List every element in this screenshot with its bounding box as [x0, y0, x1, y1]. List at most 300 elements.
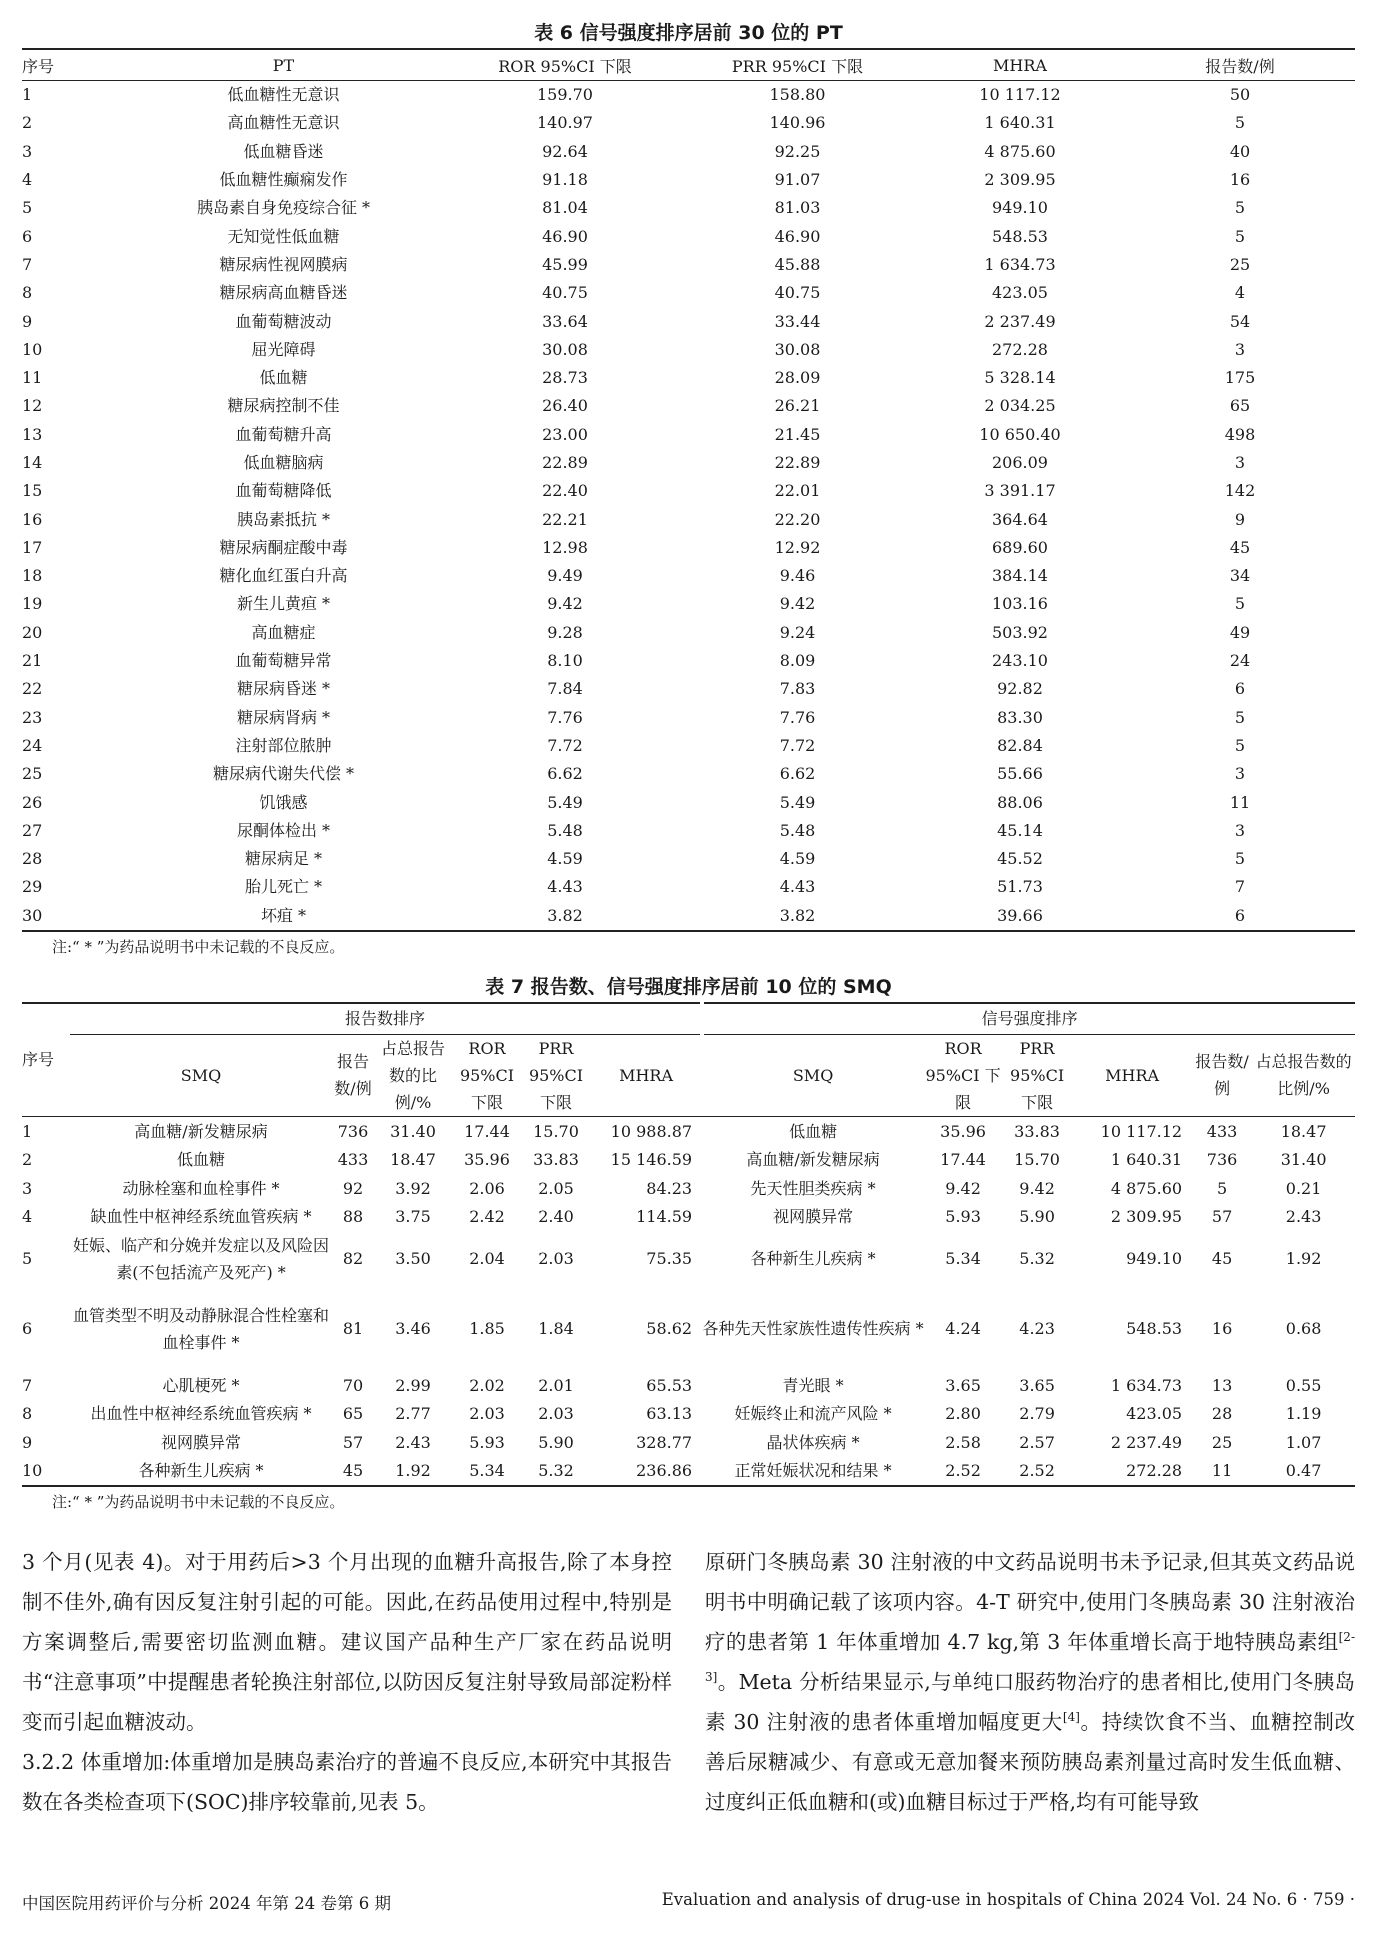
table6-cell-mhra: 3 391.17 [984, 481, 1056, 501]
table7-cell-n: 5 [22, 1249, 33, 1269]
table7-cell-rc: 13 [1211, 1375, 1233, 1395]
table7-col-ror-right: ROR 95%CI 下限 [924, 1034, 1002, 1116]
table7-cell-rr: 4.24 [945, 1319, 981, 1339]
table7-cell-rr: 5.34 [945, 1249, 981, 1269]
table6-cell-pt: 糖化血红蛋白升高 [219, 566, 348, 586]
table7-cell-rm: 423.05 [1126, 1404, 1183, 1424]
table7-cell-rc: 16 [1211, 1319, 1233, 1339]
table6-cell-seq: 3 [22, 141, 33, 161]
table7-cell-rp: 0.21 [1285, 1178, 1322, 1198]
table-row [22, 1371, 1355, 1400]
table6-cell-seq: 6 [22, 226, 33, 246]
table6-cell-seq: 18 [22, 566, 43, 586]
table6-cell-count: 34 [1229, 566, 1251, 586]
table6-cell-mhra: 88.06 [997, 792, 1043, 812]
table7-cell-lr: 2.03 [469, 1404, 505, 1424]
table7-cell-lp: 18.47 [390, 1150, 436, 1170]
table7-col-ror-left: ROR 95%CI 下限 [452, 1034, 522, 1116]
table7-cell-lr: 2.42 [469, 1207, 505, 1227]
table7-cell-rc: 5 [1216, 1178, 1228, 1198]
table6-cell-pt: 胎儿死亡 * [244, 877, 323, 897]
table7-cell-lr: 17.44 [464, 1121, 510, 1141]
table-row [22, 449, 1355, 477]
table7-cell-rq: 9.42 [1019, 1178, 1055, 1198]
table6-cell-prr: 158.80 [769, 85, 826, 105]
table6-cell-count: 5 [1234, 594, 1246, 614]
table6-cell-count: 40 [1229, 141, 1251, 161]
table7-cell-rc: 736 [1206, 1150, 1238, 1170]
table7-cell-lc: 45 [342, 1461, 364, 1481]
citation-2-3[interactable]: [2-3] [705, 1630, 1355, 1685]
table6-cell-ror: 81.04 [542, 198, 588, 218]
table6-cell-count: 11 [1229, 792, 1251, 812]
table7-cell-lc: 57 [342, 1432, 364, 1452]
table7-cell-lm: 114.59 [636, 1207, 693, 1227]
table6-cell-mhra: 2 034.25 [984, 396, 1056, 416]
table6-cell-ror: 9.42 [547, 594, 583, 614]
table7-cell-rs: 晶状体疾病 * [766, 1432, 860, 1452]
table6-cell-mhra: 949.10 [992, 198, 1048, 218]
table6-cell-mhra: 1 634.73 [984, 254, 1056, 274]
table-row [22, 336, 1355, 364]
footer-journal-en: Evaluation and analysis of drug-use in hospitals of China 2024 Vol. 24 No. 6 · 759 · [661, 1890, 1355, 1909]
table7-cell-rp: 0.68 [1285, 1319, 1322, 1339]
table6-cell-ror: 92.64 [542, 141, 588, 161]
table7-cell-rs: 正常妊娠状况和结果 * [734, 1461, 892, 1481]
table7-cell-rr: 3.65 [945, 1375, 981, 1395]
table6-cell-seq: 20 [22, 622, 43, 642]
table6-cell-seq: 7 [22, 254, 33, 274]
table6-cell-seq: 8 [22, 283, 33, 303]
table7-cell-rs: 各种先天性家族性遗传性疾病 * [702, 1319, 924, 1339]
table6-cell-prr: 9.24 [779, 622, 816, 642]
table7-col-pct-left: 占总报告数的比例/% [374, 1034, 452, 1116]
table7-cell-n: 9 [22, 1432, 33, 1452]
table6-cell-ror: 46.90 [542, 226, 588, 246]
table6-cell-seq: 15 [22, 481, 43, 501]
table7-cell-lq: 2.03 [538, 1404, 574, 1424]
table6-cell-pt: 糖尿病代谢失代偿 * [212, 764, 355, 784]
table7-cell-lm: 15 146.59 [610, 1150, 693, 1170]
table6-cell-prr: 92.25 [774, 141, 821, 161]
table6-cell-prr: 8.09 [779, 651, 816, 671]
table6-cell-pt: 低血糖脑病 [243, 453, 324, 472]
table-row [22, 1145, 1355, 1174]
table-row [22, 279, 1355, 307]
table7-cell-lq: 33.83 [533, 1150, 579, 1170]
footer-journal-cn: 中国医院用药评价与分析 2024 年第 24 卷第 6 期 [22, 1894, 391, 1913]
table7-cell-lr: 35.96 [464, 1150, 510, 1170]
table-row [22, 194, 1355, 222]
table7-cell-rs: 视网膜异常 [773, 1207, 854, 1227]
table7-cell-rq: 15.70 [1014, 1150, 1060, 1170]
table7-cell-lp: 2.43 [395, 1432, 431, 1452]
table6-cell-mhra: 5 328.14 [984, 368, 1056, 388]
table6-cell-count: 5 [1234, 113, 1246, 133]
table-row [22, 1428, 1355, 1457]
table-row [22, 1174, 1355, 1203]
table6-col-mhra: MHRA [915, 49, 1125, 81]
table6 [22, 48, 1355, 932]
table7-cell-lm: 75.35 [646, 1249, 693, 1269]
table6-cell-seq: 14 [22, 453, 43, 472]
table6-cell-mhra: 423.05 [992, 283, 1048, 303]
table7-note: 注:“ * ”为药品说明书中未记载的不良反应。 [52, 1492, 345, 1511]
table7-cell-n: 7 [22, 1375, 33, 1395]
table6-cell-count: 3 [1234, 764, 1246, 784]
table7-cell-lc: 736 [337, 1121, 369, 1141]
table7-cell-rc: 28 [1211, 1404, 1233, 1424]
table-row [22, 505, 1355, 533]
table6-cell-seq: 29 [22, 877, 43, 897]
table6-cell-mhra: 83.30 [997, 707, 1043, 727]
table-row [22, 1116, 1355, 1145]
table6-cell-count: 65 [1229, 396, 1251, 416]
table6-cell-prr: 22.89 [774, 453, 821, 472]
table-row [22, 534, 1355, 562]
table7-caption: 表 7 报告数、信号强度排序居前 10 位的 SMQ [485, 975, 892, 998]
table6-cell-prr: 21.45 [774, 424, 821, 444]
table7-cell-n: 3 [22, 1178, 33, 1198]
table6-cell-pt: 糖尿病昏迷 * [236, 679, 331, 699]
table6-cell-count: 49 [1229, 622, 1251, 642]
table6-cell-pt: 糖尿病酮症酸中毒 [219, 537, 348, 557]
table7-cell-rq: 2.57 [1019, 1432, 1055, 1452]
table6-cell-ror: 23.00 [542, 424, 588, 444]
table-row [22, 845, 1355, 873]
table7-cell-ls: 动脉栓塞和血栓事件 * [122, 1178, 280, 1198]
table7-cell-lp: 2.77 [395, 1404, 431, 1424]
table6-cell-pt: 血葡萄糖升高 [235, 424, 332, 444]
table6-cell-seq: 28 [22, 849, 43, 869]
table6-cell-seq: 24 [22, 735, 43, 755]
table7-group-row [22, 1003, 1355, 1035]
table7-cell-rq: 2.79 [1019, 1404, 1055, 1424]
table7-cell-lm: 84.23 [646, 1178, 693, 1198]
table6-cell-prr: 26.21 [774, 396, 821, 416]
table7-cell-lp: 3.75 [395, 1207, 431, 1227]
table6-cell-count: 9 [1234, 509, 1246, 529]
table7-cell-ls: 视网膜异常 [160, 1432, 241, 1452]
table7-cell-lm: 58.62 [646, 1319, 693, 1339]
table7-cell-lc: 81 [342, 1319, 364, 1339]
table7-cell-rs: 先天性胆类疾病 * [750, 1178, 876, 1198]
right-paragraph-1 [705, 1542, 1355, 1822]
table6-cell-seq: 17 [22, 537, 43, 557]
table7-cell-rr: 5.93 [945, 1207, 981, 1227]
table6-cell-ror: 22.89 [542, 453, 588, 472]
table6-cell-ror: 22.21 [542, 509, 588, 529]
table7-cell-lq: 2.03 [538, 1249, 574, 1269]
table6-cell-prr: 4.43 [779, 877, 816, 897]
table7-cell-rq: 2.52 [1019, 1461, 1055, 1481]
table7-cell-lr: 5.34 [469, 1461, 505, 1481]
table7-cell-lp: 31.40 [390, 1121, 436, 1141]
table6-cell-prr: 22.01 [774, 481, 821, 501]
table7-cell-rm: 1 634.73 [1110, 1375, 1183, 1395]
table7-cell-lc: 82 [342, 1249, 364, 1269]
table7-cell-ls: 心肌梗死 * [162, 1375, 240, 1395]
table6-cell-ror: 26.40 [542, 396, 588, 416]
table6-cell-pt: 注射部位脓肿 [235, 735, 332, 755]
table7-cell-lr: 1.85 [469, 1319, 505, 1339]
table6-cell-count: 142 [1224, 481, 1256, 501]
table7-cell-rp: 1.07 [1285, 1432, 1322, 1452]
table7-cell-lr: 2.06 [469, 1178, 505, 1198]
page [22, 0, 1355, 1517]
table7-cell-rp: 2.43 [1285, 1207, 1322, 1227]
table7-cell-rm: 2 237.49 [1110, 1432, 1183, 1452]
table6-cell-prr: 12.92 [774, 537, 821, 557]
table6-col-prr: PRR 95%CI 下限 [680, 49, 915, 81]
table7-cell-lc: 92 [342, 1178, 364, 1198]
page-footer [22, 1890, 1355, 1914]
table6-cell-mhra: 206.09 [992, 453, 1048, 472]
table7-header-row [22, 1034, 1355, 1116]
table6-cell-mhra: 243.10 [992, 651, 1048, 671]
table7-cell-rm: 10 117.12 [1100, 1121, 1183, 1141]
table-row [22, 873, 1355, 901]
table6-cell-seq: 27 [22, 820, 43, 840]
table6-cell-prr: 40.75 [774, 283, 821, 303]
left-paragraph-2 [22, 1742, 672, 1822]
table7-cell-rm: 4 875.60 [1110, 1178, 1183, 1198]
table-row [22, 364, 1355, 392]
table6-cell-seq: 16 [22, 509, 43, 529]
table7-cell-rq: 33.83 [1014, 1121, 1060, 1141]
table6-cell-seq: 9 [22, 311, 33, 331]
table6-note: 注:“ * ”为药品说明书中未记载的不良反应。 [52, 937, 345, 956]
section-heading-3-2-2: 3.2.2 体重增加: [22, 1750, 171, 1774]
table6-cell-prr: 46.90 [774, 226, 821, 246]
citation-4[interactable]: [4] [1062, 1710, 1080, 1725]
table6-cell-count: 4 [1234, 283, 1246, 303]
table7-cell-n: 6 [22, 1319, 33, 1339]
table6-cell-seq: 12 [22, 396, 43, 416]
table6-cell-prr: 3.82 [779, 905, 816, 925]
table7-cell-ls: 低血糖 [176, 1150, 225, 1170]
table7-cell-lm: 63.13 [646, 1404, 693, 1424]
table7-cell-rm: 949.10 [1126, 1249, 1183, 1269]
table-row [22, 788, 1355, 816]
table6-cell-mhra: 503.92 [992, 622, 1048, 642]
table7-cell-rq: 5.32 [1019, 1249, 1055, 1269]
table7-cell-rp: 31.40 [1280, 1150, 1327, 1170]
table7-cell-rp: 18.47 [1280, 1121, 1327, 1141]
table-row [22, 1287, 1355, 1371]
table-row [22, 1399, 1355, 1428]
table6-cell-prr: 9.46 [779, 566, 816, 586]
left-paragraph-1: 3 个月(见表 4)。对于用药后>3 个月出现的血糖升高报告,除了本身控制不佳外,确有因反复注射引起的可能。因此,在药品使用过程中,特别是方案调整后,需要密切监测血糖。建议国产品种生产厂家在药品说明书“注意事项”中提醒患者轮换注射部位,以防因反复注射导致局部淀粉样变而引起血糖波动。 [22, 1550, 672, 1734]
table-row [22, 109, 1355, 137]
table7-cell-rp: 1.19 [1285, 1404, 1322, 1424]
table6-cell-count: 175 [1224, 368, 1256, 388]
table6-cell-seq: 22 [22, 679, 43, 699]
table7-cell-ls: 妊娠、临产和分娩并发症以及风险因素(不包括流产及死产) * [72, 1235, 329, 1282]
table6-cell-pt: 低血糖性无意识 [227, 85, 340, 105]
table7-col-mhra-right: MHRA [1072, 1034, 1192, 1116]
table6-cell-seq: 5 [22, 198, 33, 218]
table6-cell-seq: 21 [22, 651, 43, 671]
table6-cell-pt: 低血糖性癫痫发作 [219, 170, 348, 190]
table6-cell-count: 5 [1234, 849, 1246, 869]
table6-cell-prr: 28.09 [774, 368, 821, 388]
table6-col-ror: ROR 95%CI 下限 [450, 49, 680, 81]
table7-cell-lr: 2.04 [469, 1249, 505, 1269]
table6-cell-ror: 6.62 [547, 764, 583, 784]
table6-cell-count: 5 [1234, 226, 1246, 246]
table7-cell-rr: 2.80 [945, 1404, 981, 1424]
table6-cell-count: 3 [1234, 820, 1246, 840]
table6-cell-mhra: 92.82 [997, 679, 1043, 699]
table6-cell-count: 24 [1229, 651, 1251, 671]
table6-cell-ror: 30.08 [542, 339, 588, 359]
table7-col-smq-left: SMQ [70, 1034, 332, 1116]
table6-cell-pt: 糖尿病性视网膜病 [219, 254, 348, 274]
table-row [22, 166, 1355, 194]
table6-cell-ror: 40.75 [542, 283, 588, 303]
table6-cell-ror: 7.76 [547, 707, 583, 727]
table7-col-seq: 序号 [22, 1003, 70, 1117]
table7-cell-rc: 57 [1211, 1207, 1233, 1227]
table6-cell-ror: 4.59 [547, 849, 583, 869]
table6-cell-ror: 8.10 [547, 651, 583, 671]
table6-cell-prr: 7.76 [779, 707, 816, 727]
table6-cell-count: 3 [1234, 453, 1246, 472]
table6-cell-ror: 9.28 [547, 622, 583, 642]
right-text-c: 。持续饮食不当、血糖控制改善后尿糖减少、有意或无意加餐来预防胰岛素剂量过高时发生低血糖、过度纠正低血糖和(或)血糖目标过于严格,均有可能导致 [705, 1710, 1356, 1814]
table6-cell-mhra: 10 650.40 [979, 424, 1061, 444]
table7-col-count-left: 报告数/例 [332, 1034, 374, 1116]
table7-cell-ls: 血管类型不明及动静脉混合性栓塞和血栓事件 * [72, 1305, 329, 1352]
table7-cell-rq: 5.90 [1019, 1207, 1055, 1227]
table6-cell-seq: 23 [22, 707, 43, 727]
table-row [22, 392, 1355, 420]
table7-cell-rq: 3.65 [1019, 1375, 1055, 1395]
table7-cell-lm: 328.77 [636, 1432, 693, 1452]
table7-cell-lp: 3.50 [395, 1249, 431, 1269]
table6-cell-prr: 6.62 [779, 764, 816, 784]
table6-cell-prr: 5.49 [779, 792, 816, 812]
table6-cell-mhra: 272.28 [992, 339, 1048, 359]
table6-cell-pt: 坏疽 * [260, 905, 307, 925]
table7-cell-rm: 1 640.31 [1110, 1150, 1183, 1170]
table6-caption: 表 6 信号强度排序居前 30 位的 PT [534, 22, 843, 44]
table6-cell-seq: 25 [22, 764, 43, 784]
table7-cell-lc: 88 [342, 1207, 364, 1227]
table6-header-row [22, 49, 1355, 81]
table6-cell-pt: 血葡萄糖波动 [235, 311, 332, 331]
table6-cell-count: 50 [1229, 85, 1251, 105]
table7-cell-rr: 17.44 [940, 1150, 986, 1170]
table6-cell-seq: 13 [22, 424, 43, 444]
table6-cell-prr: 7.83 [779, 679, 816, 699]
table6-cell-count: 54 [1229, 311, 1251, 331]
table6-cell-prr: 45.88 [774, 254, 821, 274]
table6-cell-count: 6 [1234, 679, 1246, 699]
table7-col-smq-right: SMQ [702, 1034, 924, 1116]
table6-cell-prr: 33.44 [774, 311, 821, 331]
table6-cell-pt: 胰岛素抵抗 * [236, 509, 331, 529]
table7-cell-lm: 236.86 [636, 1461, 693, 1481]
table6-cell-mhra: 2 237.49 [984, 311, 1056, 331]
table-row [22, 760, 1355, 788]
table6-cell-pt: 无知觉性低血糖 [227, 226, 340, 246]
table7-cell-ls: 各种新生儿疾病 * [138, 1461, 264, 1481]
table6-cell-mhra: 548.53 [992, 226, 1048, 246]
table-row [22, 732, 1355, 760]
table6-cell-mhra: 39.66 [997, 905, 1043, 925]
table7-cell-rc: 25 [1211, 1432, 1233, 1452]
table6-cell-ror: 3.82 [547, 905, 583, 925]
table6-cell-prr: 5.48 [779, 820, 816, 840]
table6-cell-mhra: 51.73 [997, 877, 1043, 897]
table6-cell-pt: 新生儿黄疸 * [236, 594, 331, 614]
table6-cell-ror: 33.64 [542, 311, 588, 331]
table6-cell-pt: 糖尿病控制不佳 [227, 396, 340, 416]
table7-group-count: 报告数排序 [70, 1003, 702, 1035]
table7-cell-n: 4 [22, 1207, 33, 1227]
right-column [705, 1542, 1355, 1822]
table6-cell-ror: 4.43 [547, 877, 583, 897]
table6-cell-ror: 12.98 [542, 537, 588, 557]
table6-cell-prr: 7.72 [779, 735, 816, 755]
table7-col-prr-right: PRR 95%CI 下限 [1002, 1034, 1072, 1116]
table6-cell-seq: 1 [22, 85, 33, 105]
table7-col-pct-right: 占总报告数的比例/% [1252, 1034, 1355, 1116]
table6-cell-pt: 屈光障碍 [251, 339, 316, 359]
table-row [22, 562, 1355, 590]
table6-cell-mhra: 82.84 [997, 735, 1043, 755]
table7-cell-rr: 35.96 [940, 1121, 986, 1141]
table6-cell-mhra: 4 875.60 [984, 141, 1056, 161]
table7 [22, 1002, 1355, 1487]
table6-cell-pt: 低血糖昏迷 [243, 141, 324, 161]
table7-cell-rp: 0.47 [1285, 1461, 1322, 1481]
table6-cell-seq: 10 [22, 339, 43, 359]
table6-cell-prr: 81.03 [774, 198, 821, 218]
table7-cell-lp: 1.92 [395, 1461, 431, 1481]
table-row [22, 590, 1355, 618]
table7-cell-rr: 9.42 [945, 1178, 981, 1198]
table6-cell-ror: 7.84 [547, 679, 583, 699]
table7-cell-lp: 3.46 [395, 1319, 431, 1339]
table7-cell-rr: 2.52 [945, 1461, 981, 1481]
table6-cell-ror: 28.73 [542, 368, 588, 388]
table6-cell-mhra: 10 117.12 [979, 85, 1061, 105]
table7-cell-rr: 2.58 [945, 1432, 981, 1452]
table7-cell-n: 2 [22, 1150, 33, 1170]
table6-cell-pt: 血葡萄糖异常 [235, 651, 332, 671]
table6-cell-ror: 5.48 [547, 820, 583, 840]
table6-cell-pt: 尿酮体检出 * [236, 820, 331, 840]
table6-cell-ror: 7.72 [547, 735, 583, 755]
table-row [22, 1231, 1355, 1287]
table7-cell-lp: 2.99 [395, 1375, 431, 1395]
table7-cell-lc: 433 [337, 1150, 369, 1170]
table6-cell-prr: 30.08 [774, 339, 821, 359]
table7-cell-lr: 5.93 [469, 1432, 505, 1452]
table6-cell-prr: 4.59 [779, 849, 816, 869]
table6-cell-count: 7 [1234, 877, 1246, 897]
table6-cell-count: 5 [1234, 735, 1246, 755]
table7-cell-lq: 5.32 [538, 1461, 574, 1481]
table7-cell-lq: 5.90 [538, 1432, 574, 1452]
table6-cell-seq: 26 [22, 792, 43, 812]
table-row [22, 307, 1355, 335]
table6-cell-count: 6 [1234, 905, 1246, 925]
table7-cell-rc: 433 [1206, 1121, 1238, 1141]
